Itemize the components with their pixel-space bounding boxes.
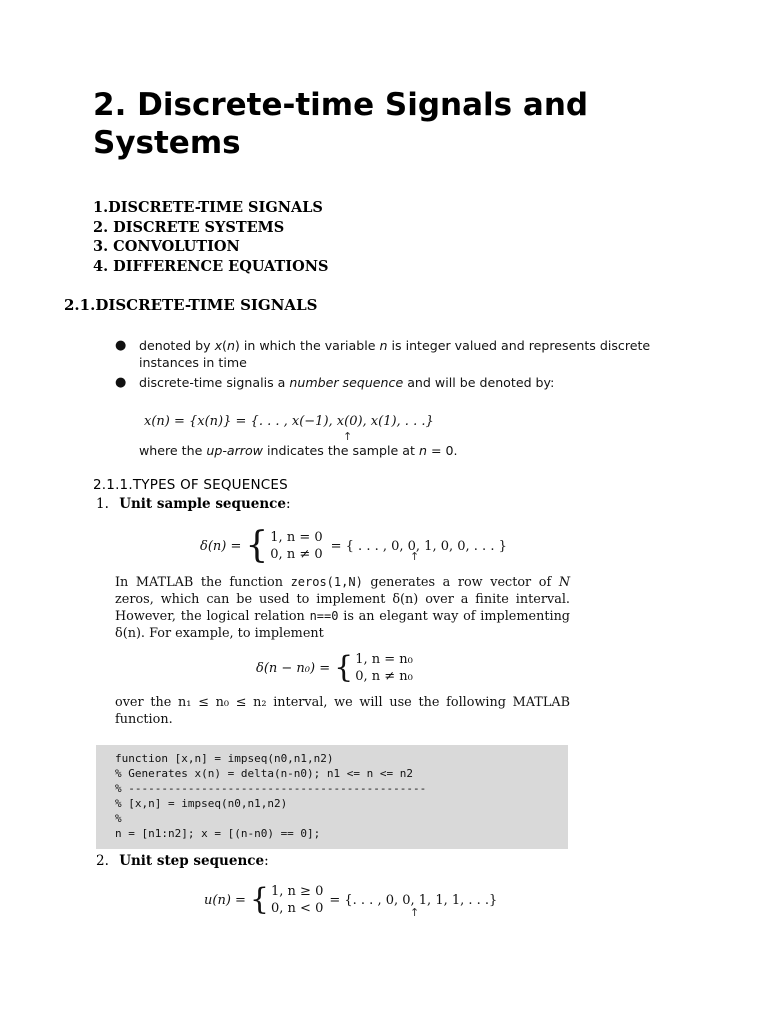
code-block [96,745,568,849]
note-text: = 0. [426,443,458,458]
left-brace-icon: { [249,882,270,917]
interval-paragraph: over the n₁ ≤ n₀ ≤ n₂ interval, we will use the following MATLAB function. [115,695,570,727]
case-line: 0, n < 0 [271,901,324,916]
matlab-paragraph [115,574,570,642]
bullet-list [113,338,713,396]
code-line: % [x,n] = impseq(n0,n1,n2) [115,797,288,810]
code-line: % --------------------------------------------- [115,782,427,795]
up-arrow-icon: ↑ [410,550,420,563]
arrow-note [139,443,458,458]
math-var: x [214,338,223,353]
code-line: function [x,n] = impseq(n0,n1,n2) [115,752,334,765]
up-arrow-icon: ↑ [343,430,353,443]
bullet-text: is integer valued and represents discrete instances in time [139,338,651,370]
case-line: 0, n ≠ n₀ [355,669,413,684]
item-label: Unit step sequence [119,853,265,869]
case-line: 1, n = 0 [270,530,323,545]
emphasis: number sequence [289,375,404,390]
emphasis: up-arrow [206,443,263,458]
item-label: Unit sample sequence [119,496,286,512]
inline-code: n==0 [309,609,339,623]
para-text: In MATLAB the function [115,575,291,590]
para-text: is an elegant way of implementing δ(n). For example, to implement [115,609,570,641]
subsection-heading: 2.1.1.TYPES OF SEQUENCES [93,477,288,493]
section-heading: 2.1.DISCRETE-TIME SIGNALS [64,296,318,314]
item-number: 2. [96,853,109,869]
code-line: n = [n1:n2]; x = [(n-n0) == 0]; [115,827,321,840]
bullet-item [113,375,713,392]
bullet-text: denoted by [139,338,215,353]
note-text: where the [139,443,207,458]
inline-code: zeros(1,N) [290,575,363,589]
math-var: N [558,575,571,590]
table-of-contents [93,198,328,276]
item-number: 1. [96,496,109,512]
shifted-delta-equation [256,648,413,688]
math-var: n [379,338,388,353]
toc-item: 4. DIFFERENCE EQUATIONS [93,257,329,275]
equation-rhs: = {. . . , 0, 0, 1, 1, 1, . . .} [329,892,498,908]
case-line: 1, n ≥ 0 [271,884,324,899]
equation-cases [270,529,322,563]
code-lines [96,745,568,841]
page-title: 2. Discrete-time Signals and Systems [93,87,589,161]
step-equation [204,880,497,920]
item-colon: : [264,853,269,869]
case-line: 1, n = n₀ [355,652,413,667]
equation-lhs: δ(n − n₀) = [256,660,331,676]
equation-cases [355,651,413,685]
bullet-icon: ● [115,375,127,390]
math-var: n [418,443,427,458]
para-text: generates a row vector of [362,575,559,590]
bullet-text: in which the variable [239,338,380,353]
toc-item: 2. DISCRETE SYSTEMS [93,218,285,236]
bullet-item: ● denoted by x(n) in which the variable n is integer valued and represents discrete instances in time [115,338,651,370]
code-line: % [115,812,122,825]
item-colon: : [286,496,291,512]
sequence-equation: x(n) = {x(n)} = {. . . , x(−1), x(0), x(1), . . .} [144,414,434,429]
toc-item: 1.DISCRETE-TIME SIGNALS [93,199,323,216]
left-brace-icon: { [334,650,354,685]
equation-lhs: u(n) = [204,892,246,908]
delta-equation [200,521,507,571]
note-text: indicates the sample at [262,443,419,458]
bullet-text: and will be denoted by: [403,375,555,390]
list-item-unit-step [96,853,269,869]
up-arrow-icon: ↑ [410,906,420,919]
bullet-icon: ● [115,338,127,353]
bullet-text: discrete-time signalis a [139,375,290,390]
case-line: 0, n ≠ 0 [270,547,323,562]
toc-item: 3. CONVOLUTION [93,238,240,255]
math-var: n [226,338,235,353]
code-line: % Generates x(n) = delta(n-n0); n1 <= n <= n2 [115,767,414,780]
equation-lhs: δ(n) = [200,538,242,554]
left-brace-icon: { [245,525,269,566]
equation-rhs: = { . . . , 0, 0, 1, 0, 0, . . . } [330,538,507,554]
equation-cases [271,883,323,917]
list-item-unit-sample [96,496,291,512]
para-text: zeros, which can be used to implement δ(n) over a finite interval. However, the logical relation [115,592,570,624]
